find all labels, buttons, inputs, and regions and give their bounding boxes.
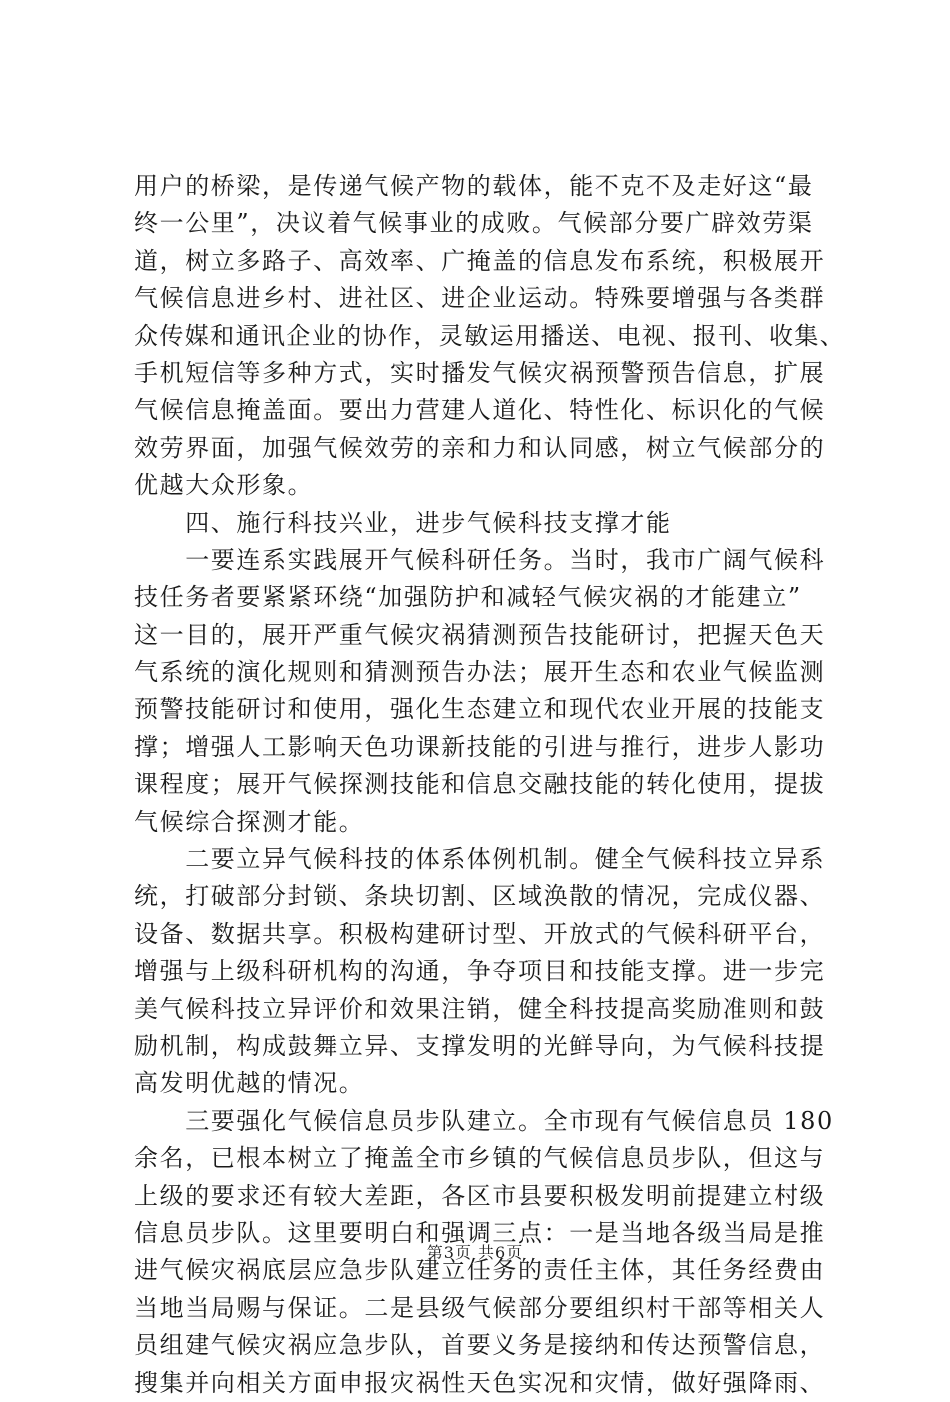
text-line: 增强与上级科研机构的沟通，争夺项目和技能支撑。进一步完 — [134, 957, 826, 986]
text-line: 气系统的演化规则和猜测预告办法；展开生态和农业气候监测 — [134, 658, 826, 687]
text-line: 优越大众形象。 — [134, 471, 314, 500]
text-line: 技任务者要紧紧环绕“加强防护和减轻气候灾祸的才能建立” — [134, 583, 802, 612]
text-line: 二要立异气候科技的体系体例机制。健全气候科技立异系 — [134, 845, 826, 874]
text-line: 效劳界面，加强气候效劳的亲和力和认同感，树立气候部分的 — [134, 433, 826, 462]
text-line: 众传媒和通讯企业的协作，灵敏运用播送、电视、报刊、收集、 — [134, 321, 846, 350]
text-line: 手机短信等多种方式，实时播发气候灾祸预警预告信息，扩展 — [134, 358, 826, 387]
text-line: 搜集并向相关方面申报灾祸性天色实况和灾情，做好强降雨、 — [134, 1368, 826, 1397]
text-line: 道，树立多路子、高效率、广掩盖的信息发布系统，积极展开 — [134, 246, 826, 275]
text-line: 余名，已根本树立了掩盖全市乡镇的气候信息员步队，但这与 — [134, 1144, 826, 1173]
text-line: 终一公里”，决议着气候事业的成败。气候部分要广辟效劳渠 — [134, 209, 814, 238]
text-line: 四、施行科技兴业，进步气候科技支撑才能 — [134, 508, 672, 537]
text-line: 这一目的，展开严重气候灾祸猜测预告技能研讨，把握天色天 — [134, 620, 826, 649]
text-line: 气候综合探测才能。 — [134, 807, 365, 836]
text-line: 励机制，构成鼓舞立异、支撑发明的光鲜导向，为气候科技提 — [134, 1031, 826, 1060]
text-line: 一要连系实践展开气候科研任务。当时，我市广阔气候科 — [134, 545, 826, 574]
text-line: 上级的要求还有较大差距，各区市县要积极发明前提建立村级 — [134, 1181, 826, 1210]
page-footer: 第3页 共6页 — [426, 1243, 524, 1262]
text-line: 课程度；展开气候探测技能和信息交融技能的转化使用，提拔 — [134, 770, 826, 799]
text-line: 美气候科技立异评价和效果注销，健全科技提高奖励准则和鼓 — [134, 994, 826, 1023]
text-line: 信息员步队。这里要明白和强调三点：一是当地各级当局是推 — [134, 1218, 826, 1247]
text-line: 员组建气候灾祸应急步队，首要义务是接纳和传达预警信息， — [134, 1331, 826, 1360]
text-line: 统，打破部分封锁、条块切割、区域涣散的情况，完成仪器、 — [134, 882, 826, 911]
text-line: 进气候灾祸底层应急步队建立任务的责任主体，其任务经费由 — [134, 1256, 826, 1285]
text-line: 三要强化气候信息员步队建立。全市现有气候信息员 180 — [134, 1106, 834, 1135]
text-line: 高发明优越的情况。 — [134, 1069, 365, 1098]
document-body — [134, 168, 850, 1402]
text-line: 气候信息进乡村、进社区、进企业运动。特殊要增强与各类群 — [134, 284, 826, 313]
text-line: 预警技能研讨和使用，强化生态建立和现代农业开展的技能支 — [134, 695, 826, 724]
text-line: 当地当局赐与保证。二是县级气候部分要组织村干部等相关人 — [134, 1293, 826, 1322]
text-line: 撑；增强人工影响天色功课新技能的引进与推行，进步人影功 — [134, 732, 826, 761]
text-line: 设备、数据共享。积极构建研讨型、开放式的气候科研平台， — [134, 919, 826, 948]
text-line: 气候信息掩盖面。要出力营建人道化、特性化、标识化的气候 — [134, 396, 826, 425]
text-line: 用户的桥梁，是传递气候产物的载体，能不克不及走好这“最 — [134, 172, 814, 200]
